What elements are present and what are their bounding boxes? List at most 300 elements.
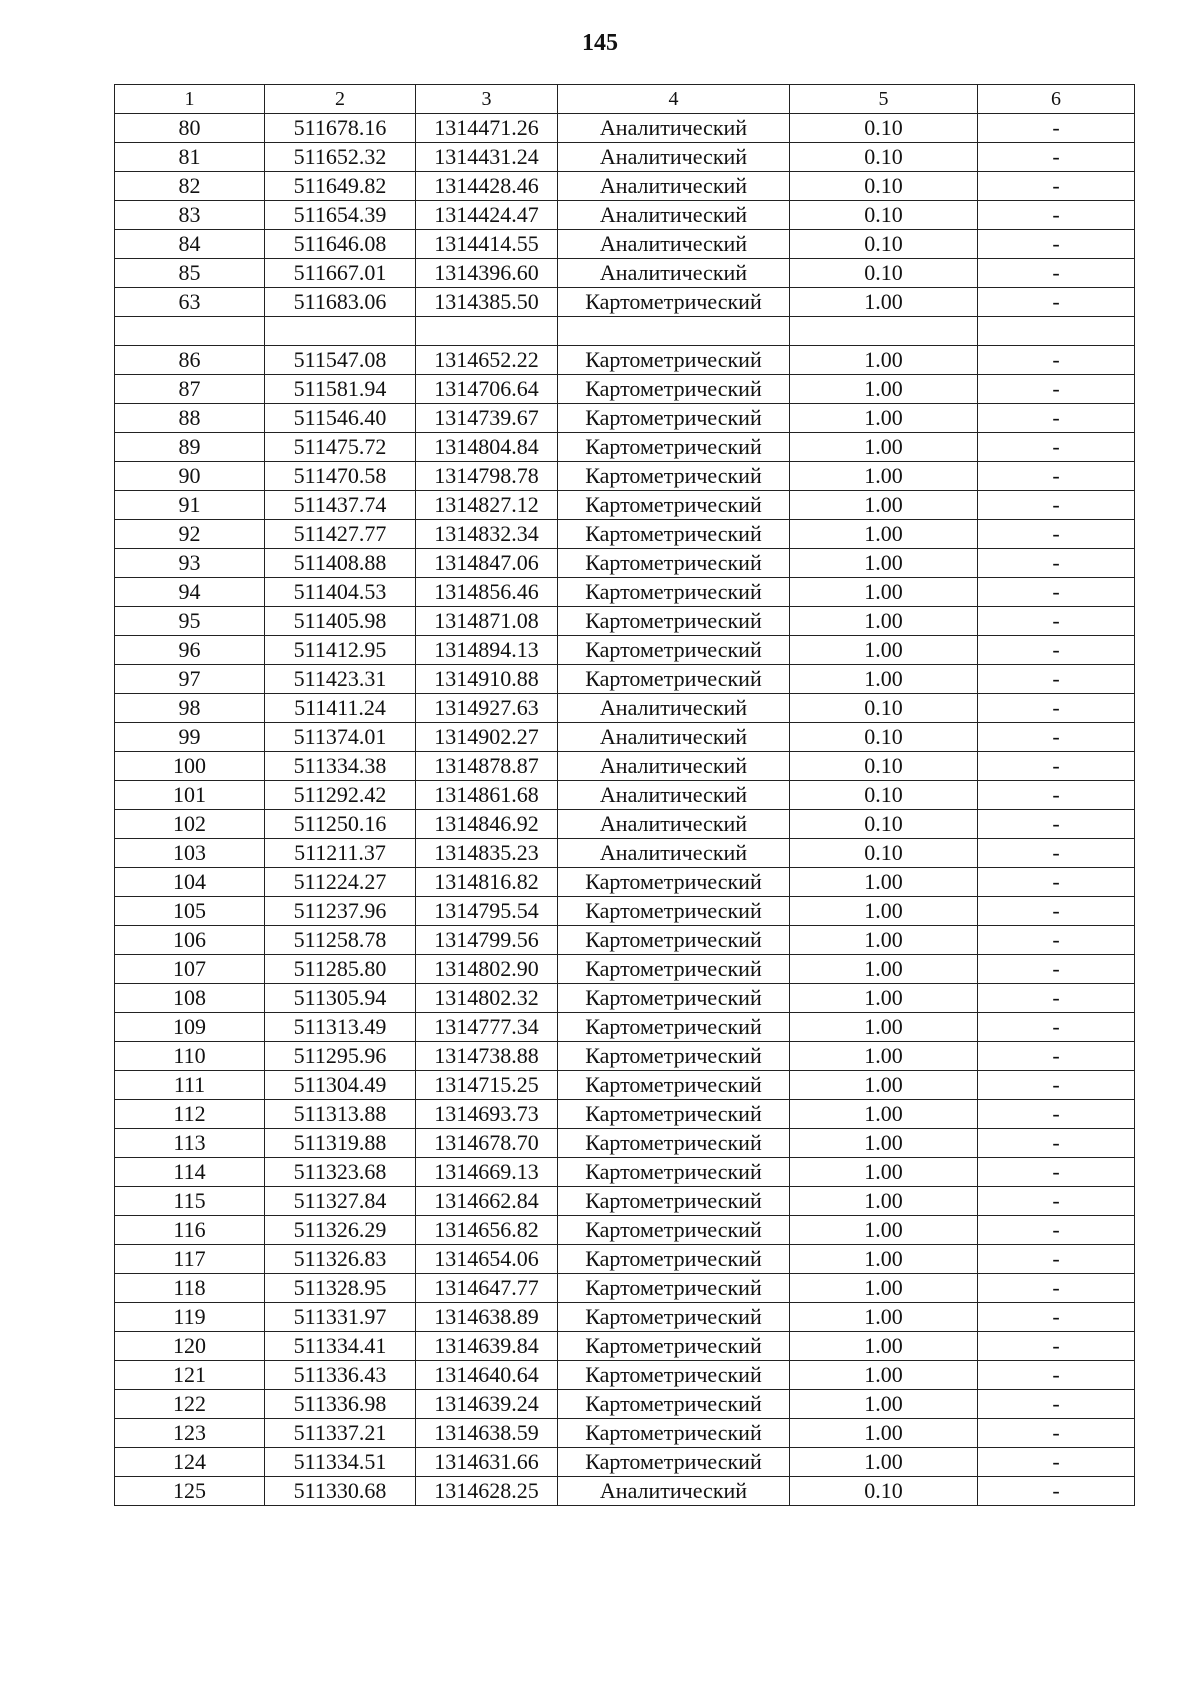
x-coordinate-cell: 511224.27 — [265, 868, 416, 897]
accuracy-cell: 0.10 — [790, 781, 978, 810]
point-number-cell: 111 — [115, 1071, 265, 1100]
accuracy-cell: 1.00 — [790, 1100, 978, 1129]
point-number-cell: 120 — [115, 1332, 265, 1361]
description-cell: - — [978, 810, 1135, 839]
accuracy-cell: 1.00 — [790, 404, 978, 433]
method-cell: Картометрический — [558, 1448, 790, 1477]
table-row — [115, 230, 1135, 259]
table-row — [115, 346, 1135, 375]
accuracy-cell: 0.10 — [790, 752, 978, 781]
accuracy-cell: 1.00 — [790, 607, 978, 636]
accuracy-cell — [790, 317, 978, 346]
point-number-cell: 101 — [115, 781, 265, 810]
description-cell: - — [978, 665, 1135, 694]
accuracy-cell: 1.00 — [790, 1332, 978, 1361]
accuracy-cell: 0.10 — [790, 1477, 978, 1506]
accuracy-cell: 1.00 — [790, 346, 978, 375]
method-cell: Картометрический — [558, 1158, 790, 1187]
column-header: 6 — [978, 85, 1135, 114]
method-cell: Картометрический — [558, 1390, 790, 1419]
point-number-cell: 114 — [115, 1158, 265, 1187]
description-cell: - — [978, 1419, 1135, 1448]
accuracy-cell: 1.00 — [790, 1361, 978, 1390]
method-cell: Картометрический — [558, 955, 790, 984]
method-cell: Аналитический — [558, 810, 790, 839]
description-cell: - — [978, 1216, 1135, 1245]
accuracy-cell: 1.00 — [790, 462, 978, 491]
table-row — [115, 1187, 1135, 1216]
description-cell: - — [978, 375, 1135, 404]
method-cell: Картометрический — [558, 1245, 790, 1274]
table-row — [115, 1477, 1135, 1506]
y-coordinate-cell: 1314739.67 — [416, 404, 558, 433]
x-coordinate-cell: 511328.95 — [265, 1274, 416, 1303]
table-row — [115, 868, 1135, 897]
method-cell: Картометрический — [558, 1129, 790, 1158]
table-row — [115, 636, 1135, 665]
description-cell: - — [978, 781, 1135, 810]
y-coordinate-cell: 1314656.82 — [416, 1216, 558, 1245]
x-coordinate-cell: 511323.68 — [265, 1158, 416, 1187]
table-row — [115, 752, 1135, 781]
point-number-cell: 100 — [115, 752, 265, 781]
table-row — [115, 491, 1135, 520]
table-row — [115, 1274, 1135, 1303]
method-cell: Аналитический — [558, 723, 790, 752]
x-coordinate-cell: 511654.39 — [265, 201, 416, 230]
table-row — [115, 607, 1135, 636]
description-cell: - — [978, 1390, 1135, 1419]
description-cell: - — [978, 549, 1135, 578]
y-coordinate-cell: 1314802.32 — [416, 984, 558, 1013]
table-row — [115, 1303, 1135, 1332]
column-header: 1 — [115, 85, 265, 114]
description-cell: - — [978, 114, 1135, 143]
table-row — [115, 1361, 1135, 1390]
x-coordinate-cell: 511327.84 — [265, 1187, 416, 1216]
point-number-cell: 117 — [115, 1245, 265, 1274]
table-row — [115, 433, 1135, 462]
method-cell: Картометрический — [558, 1071, 790, 1100]
accuracy-cell: 1.00 — [790, 1245, 978, 1274]
x-coordinate-cell: 511326.29 — [265, 1216, 416, 1245]
x-coordinate-cell: 511411.24 — [265, 694, 416, 723]
table-row — [115, 288, 1135, 317]
column-header: 3 — [416, 85, 558, 114]
x-coordinate-cell: 511667.01 — [265, 259, 416, 288]
y-coordinate-cell: 1314640.64 — [416, 1361, 558, 1390]
method-cell: Аналитический — [558, 781, 790, 810]
point-number-cell: 91 — [115, 491, 265, 520]
point-number-cell: 108 — [115, 984, 265, 1013]
method-cell: Картометрический — [558, 1303, 790, 1332]
point-number-cell — [115, 317, 265, 346]
method-cell: Картометрический — [558, 520, 790, 549]
description-cell: - — [978, 839, 1135, 868]
method-cell: Картометрический — [558, 984, 790, 1013]
x-coordinate-cell: 511331.97 — [265, 1303, 416, 1332]
description-cell: - — [978, 1303, 1135, 1332]
accuracy-cell: 1.00 — [790, 1303, 978, 1332]
accuracy-cell: 1.00 — [790, 375, 978, 404]
description-cell: - — [978, 1361, 1135, 1390]
y-coordinate-cell: 1314910.88 — [416, 665, 558, 694]
table-row — [115, 984, 1135, 1013]
y-coordinate-cell: 1314827.12 — [416, 491, 558, 520]
point-number-cell: 104 — [115, 868, 265, 897]
y-coordinate-cell: 1314798.78 — [416, 462, 558, 491]
y-coordinate-cell: 1314902.27 — [416, 723, 558, 752]
x-coordinate-cell: 511313.88 — [265, 1100, 416, 1129]
point-number-cell: 85 — [115, 259, 265, 288]
method-cell: Аналитический — [558, 172, 790, 201]
accuracy-cell: 0.10 — [790, 172, 978, 201]
y-coordinate-cell: 1314652.22 — [416, 346, 558, 375]
table-row — [115, 897, 1135, 926]
x-coordinate-cell: 511326.83 — [265, 1245, 416, 1274]
description-cell: - — [978, 607, 1135, 636]
y-coordinate-cell: 1314861.68 — [416, 781, 558, 810]
table-row — [115, 1216, 1135, 1245]
x-coordinate-cell: 511334.51 — [265, 1448, 416, 1477]
method-cell: Картометрический — [558, 375, 790, 404]
y-coordinate-cell: 1314799.56 — [416, 926, 558, 955]
y-coordinate-cell: 1314628.25 — [416, 1477, 558, 1506]
point-number-cell: 121 — [115, 1361, 265, 1390]
point-number-cell: 89 — [115, 433, 265, 462]
description-cell: - — [978, 1071, 1135, 1100]
accuracy-cell: 1.00 — [790, 1071, 978, 1100]
method-cell: Картометрический — [558, 404, 790, 433]
point-number-cell: 116 — [115, 1216, 265, 1245]
description-cell: - — [978, 433, 1135, 462]
x-coordinate-cell: 511334.38 — [265, 752, 416, 781]
y-coordinate-cell: 1314715.25 — [416, 1071, 558, 1100]
method-cell: Картометрический — [558, 491, 790, 520]
description-cell: - — [978, 636, 1135, 665]
x-coordinate-cell: 511336.98 — [265, 1390, 416, 1419]
y-coordinate-cell: 1314846.92 — [416, 810, 558, 839]
method-cell: Картометрический — [558, 1100, 790, 1129]
accuracy-cell: 0.10 — [790, 143, 978, 172]
description-cell: - — [978, 1245, 1135, 1274]
method-cell: Картометрический — [558, 462, 790, 491]
method-cell: Картометрический — [558, 1013, 790, 1042]
accuracy-cell: 0.10 — [790, 259, 978, 288]
method-cell: Картометрический — [558, 636, 790, 665]
description-cell: - — [978, 143, 1135, 172]
column-header: 4 — [558, 85, 790, 114]
table-row — [115, 201, 1135, 230]
point-number-cell: 93 — [115, 549, 265, 578]
y-coordinate-cell: 1314832.34 — [416, 520, 558, 549]
table-row — [115, 1448, 1135, 1477]
method-cell: Картометрический — [558, 433, 790, 462]
method-cell: Аналитический — [558, 752, 790, 781]
table-row — [115, 1245, 1135, 1274]
y-coordinate-cell: 1314835.23 — [416, 839, 558, 868]
accuracy-cell: 0.10 — [790, 694, 978, 723]
x-coordinate-cell: 511581.94 — [265, 375, 416, 404]
y-coordinate-cell: 1314847.06 — [416, 549, 558, 578]
description-cell: - — [978, 955, 1135, 984]
accuracy-cell: 1.00 — [790, 636, 978, 665]
x-coordinate-cell: 511470.58 — [265, 462, 416, 491]
point-number-cell: 124 — [115, 1448, 265, 1477]
method-cell: Картометрический — [558, 1216, 790, 1245]
method-cell: Аналитический — [558, 694, 790, 723]
point-number-cell: 97 — [115, 665, 265, 694]
x-coordinate-cell: 511211.37 — [265, 839, 416, 868]
accuracy-cell: 1.00 — [790, 955, 978, 984]
description-cell: - — [978, 1042, 1135, 1071]
accuracy-cell: 1.00 — [790, 433, 978, 462]
description-cell: - — [978, 404, 1135, 433]
method-cell: Картометрический — [558, 578, 790, 607]
point-number-cell: 110 — [115, 1042, 265, 1071]
point-number-cell: 84 — [115, 230, 265, 259]
y-coordinate-cell: 1314396.60 — [416, 259, 558, 288]
accuracy-cell: 1.00 — [790, 1216, 978, 1245]
blank-separator-row — [115, 317, 1135, 346]
x-coordinate-cell: 511646.08 — [265, 230, 416, 259]
table-body — [115, 85, 1135, 1506]
table-row — [115, 665, 1135, 694]
description-cell — [978, 317, 1135, 346]
y-coordinate-cell: 1314654.06 — [416, 1245, 558, 1274]
table-row — [115, 723, 1135, 752]
accuracy-cell: 0.10 — [790, 723, 978, 752]
accuracy-cell: 0.10 — [790, 201, 978, 230]
point-number-cell: 92 — [115, 520, 265, 549]
description-cell: - — [978, 1274, 1135, 1303]
accuracy-cell: 0.10 — [790, 230, 978, 259]
y-coordinate-cell: 1314878.87 — [416, 752, 558, 781]
x-coordinate-cell: 511404.53 — [265, 578, 416, 607]
x-coordinate-cell: 511652.32 — [265, 143, 416, 172]
accuracy-cell: 1.00 — [790, 491, 978, 520]
description-cell: - — [978, 752, 1135, 781]
point-number-cell: 99 — [115, 723, 265, 752]
x-coordinate-cell: 511285.80 — [265, 955, 416, 984]
y-coordinate-cell: 1314385.50 — [416, 288, 558, 317]
method-cell — [558, 317, 790, 346]
description-cell: - — [978, 1477, 1135, 1506]
method-cell: Аналитический — [558, 839, 790, 868]
y-coordinate-cell: 1314802.90 — [416, 955, 558, 984]
method-cell: Аналитический — [558, 143, 790, 172]
accuracy-cell: 1.00 — [790, 868, 978, 897]
accuracy-cell: 0.10 — [790, 114, 978, 143]
x-coordinate-cell: 511427.77 — [265, 520, 416, 549]
method-cell: Картометрический — [558, 868, 790, 897]
table-row — [115, 1332, 1135, 1361]
method-cell: Аналитический — [558, 259, 790, 288]
description-cell: - — [978, 1332, 1135, 1361]
point-number-cell: 63 — [115, 288, 265, 317]
accuracy-cell: 1.00 — [790, 665, 978, 694]
column-header: 5 — [790, 85, 978, 114]
accuracy-cell: 1.00 — [790, 926, 978, 955]
y-coordinate-cell: 1314639.84 — [416, 1332, 558, 1361]
table-row — [115, 375, 1135, 404]
table-row — [115, 1390, 1135, 1419]
table-row — [115, 1419, 1135, 1448]
y-coordinate-cell: 1314647.77 — [416, 1274, 558, 1303]
x-coordinate-cell: 511412.95 — [265, 636, 416, 665]
accuracy-cell: 1.00 — [790, 520, 978, 549]
table-row — [115, 404, 1135, 433]
x-coordinate-cell: 511305.94 — [265, 984, 416, 1013]
table-row — [115, 1129, 1135, 1158]
method-cell: Картометрический — [558, 607, 790, 636]
description-cell: - — [978, 868, 1135, 897]
x-coordinate-cell: 511237.96 — [265, 897, 416, 926]
y-coordinate-cell: 1314738.88 — [416, 1042, 558, 1071]
y-coordinate-cell: 1314804.84 — [416, 433, 558, 462]
accuracy-cell: 1.00 — [790, 1013, 978, 1042]
method-cell: Картометрический — [558, 926, 790, 955]
header-row — [115, 85, 1135, 114]
description-cell: - — [978, 1129, 1135, 1158]
accuracy-cell: 1.00 — [790, 1158, 978, 1187]
point-number-cell: 81 — [115, 143, 265, 172]
x-coordinate-cell: 511292.42 — [265, 781, 416, 810]
accuracy-cell: 0.10 — [790, 810, 978, 839]
point-number-cell: 96 — [115, 636, 265, 665]
description-cell: - — [978, 1448, 1135, 1477]
method-cell: Картометрический — [558, 1419, 790, 1448]
method-cell: Аналитический — [558, 230, 790, 259]
point-number-cell: 82 — [115, 172, 265, 201]
y-coordinate-cell: 1314871.08 — [416, 607, 558, 636]
description-cell: - — [978, 491, 1135, 520]
x-coordinate-cell: 511475.72 — [265, 433, 416, 462]
x-coordinate-cell: 511295.96 — [265, 1042, 416, 1071]
point-number-cell: 86 — [115, 346, 265, 375]
point-number-cell: 125 — [115, 1477, 265, 1506]
x-coordinate-cell: 511313.49 — [265, 1013, 416, 1042]
table-row — [115, 172, 1135, 201]
description-cell: - — [978, 694, 1135, 723]
description-cell: - — [978, 578, 1135, 607]
y-coordinate-cell: 1314639.24 — [416, 1390, 558, 1419]
accuracy-cell: 1.00 — [790, 897, 978, 926]
accuracy-cell: 1.00 — [790, 1129, 978, 1158]
point-number-cell: 107 — [115, 955, 265, 984]
table-row — [115, 1158, 1135, 1187]
y-coordinate-cell: 1314795.54 — [416, 897, 558, 926]
y-coordinate-cell: 1314631.66 — [416, 1448, 558, 1477]
description-cell: - — [978, 1158, 1135, 1187]
description-cell: - — [978, 462, 1135, 491]
y-coordinate-cell: 1314678.70 — [416, 1129, 558, 1158]
table-row — [115, 549, 1135, 578]
y-coordinate-cell: 1314777.34 — [416, 1013, 558, 1042]
x-coordinate-cell: 511337.21 — [265, 1419, 416, 1448]
x-coordinate-cell: 511258.78 — [265, 926, 416, 955]
y-coordinate-cell: 1314424.47 — [416, 201, 558, 230]
method-cell: Картометрический — [558, 1187, 790, 1216]
y-coordinate-cell: 1314662.84 — [416, 1187, 558, 1216]
description-cell: - — [978, 723, 1135, 752]
point-number-cell: 106 — [115, 926, 265, 955]
accuracy-cell: 1.00 — [790, 288, 978, 317]
accuracy-cell: 1.00 — [790, 1274, 978, 1303]
point-number-cell: 102 — [115, 810, 265, 839]
point-number-cell: 123 — [115, 1419, 265, 1448]
column-header: 2 — [265, 85, 416, 114]
point-number-cell: 80 — [115, 114, 265, 143]
x-coordinate-cell: 511546.40 — [265, 404, 416, 433]
y-coordinate-cell — [416, 317, 558, 346]
accuracy-cell: 1.00 — [790, 549, 978, 578]
x-coordinate-cell — [265, 317, 416, 346]
table-row — [115, 578, 1135, 607]
x-coordinate-cell: 511334.41 — [265, 1332, 416, 1361]
coordinates-table — [114, 84, 1135, 1506]
x-coordinate-cell: 511683.06 — [265, 288, 416, 317]
x-coordinate-cell: 511319.88 — [265, 1129, 416, 1158]
page-number: 145 — [582, 30, 618, 56]
accuracy-cell: 1.00 — [790, 1042, 978, 1071]
method-cell: Картометрический — [558, 897, 790, 926]
table-row — [115, 694, 1135, 723]
y-coordinate-cell: 1314927.63 — [416, 694, 558, 723]
table-row — [115, 810, 1135, 839]
table-row — [115, 955, 1135, 984]
x-coordinate-cell: 511330.68 — [265, 1477, 416, 1506]
y-coordinate-cell: 1314816.82 — [416, 868, 558, 897]
description-cell: - — [978, 897, 1135, 926]
x-coordinate-cell: 511423.31 — [265, 665, 416, 694]
accuracy-cell: 1.00 — [790, 1448, 978, 1477]
description-cell: - — [978, 926, 1135, 955]
point-number-cell: 95 — [115, 607, 265, 636]
y-coordinate-cell: 1314471.26 — [416, 114, 558, 143]
table-row — [115, 114, 1135, 143]
accuracy-cell: 1.00 — [790, 1419, 978, 1448]
method-cell: Аналитический — [558, 114, 790, 143]
x-coordinate-cell: 511408.88 — [265, 549, 416, 578]
description-cell: - — [978, 346, 1135, 375]
method-cell: Картометрический — [558, 346, 790, 375]
method-cell: Картометрический — [558, 1332, 790, 1361]
x-coordinate-cell: 511336.43 — [265, 1361, 416, 1390]
point-number-cell: 83 — [115, 201, 265, 230]
x-coordinate-cell: 511547.08 — [265, 346, 416, 375]
accuracy-cell: 1.00 — [790, 984, 978, 1013]
x-coordinate-cell: 511374.01 — [265, 723, 416, 752]
description-cell: - — [978, 259, 1135, 288]
point-number-cell: 118 — [115, 1274, 265, 1303]
description-cell: - — [978, 288, 1135, 317]
x-coordinate-cell: 511649.82 — [265, 172, 416, 201]
table-row — [115, 1071, 1135, 1100]
table-row — [115, 259, 1135, 288]
table-row — [115, 1013, 1135, 1042]
method-cell: Аналитический — [558, 1477, 790, 1506]
x-coordinate-cell: 511437.74 — [265, 491, 416, 520]
point-number-cell: 88 — [115, 404, 265, 433]
method-cell: Картометрический — [558, 665, 790, 694]
description-cell: - — [978, 1013, 1135, 1042]
point-number-cell: 90 — [115, 462, 265, 491]
description-cell: - — [978, 520, 1135, 549]
y-coordinate-cell: 1314706.64 — [416, 375, 558, 404]
description-cell: - — [978, 1100, 1135, 1129]
table-row — [115, 781, 1135, 810]
